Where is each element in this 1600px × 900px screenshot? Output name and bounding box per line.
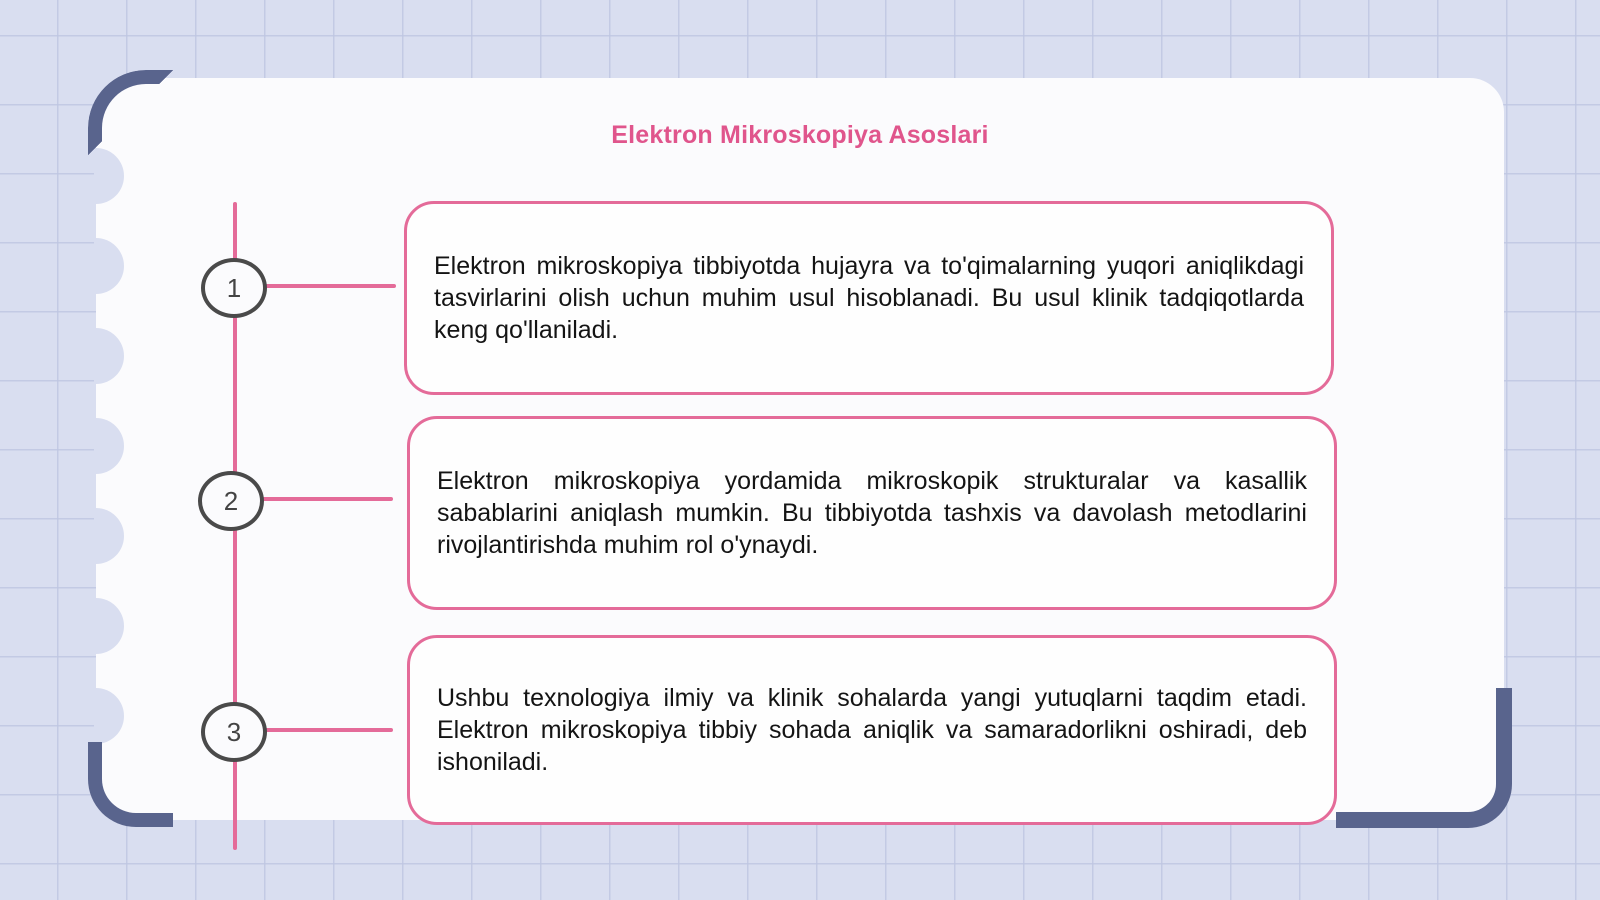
card-text-1: Elektron mikroskopiya tibbiyotda hujayra va to'qimalarning yuqori aniqlikdagi tasvirlarini olish uchun muhim usul hisoblanadi. Bu usul klinik tadqiqotlarda keng qo'llaniladi. (434, 252, 1304, 344)
timeline-connector-1 (262, 284, 396, 288)
timeline-card-2 (407, 416, 1337, 610)
slide-title: Elektron Mikroskopiya Asoslari (611, 121, 989, 149)
frame-corner-bottom-left (88, 742, 173, 827)
timeline-connector-2 (259, 497, 393, 501)
step-number-2: 2 (198, 471, 264, 531)
card-text-3: Ushbu texnologiya ilmiy va klinik sohalarda yangi yutuqlarni taqdim etadi. Elektron mikroskopiya tibbiy sohada aniqlik va samaradorlikni oshiradi, deb ishoniladi. (437, 684, 1307, 776)
step-number-3: 3 (201, 702, 267, 762)
timeline-connector-3 (262, 728, 393, 732)
step-number-1: 1 (201, 258, 267, 318)
frame-corner-bottom-right (1336, 688, 1512, 828)
timeline-card-1 (404, 201, 1334, 395)
timeline-card-3 (407, 635, 1337, 825)
card-text-2: Elektron mikroskopiya yordamida mikroskopik strukturalar va kasallik sabablarini aniqlash mumkin. Bu tibbiyotda tashxis va davolash metodlarini rivojlantirishda muhim rol o'ynaydi. (437, 467, 1307, 559)
